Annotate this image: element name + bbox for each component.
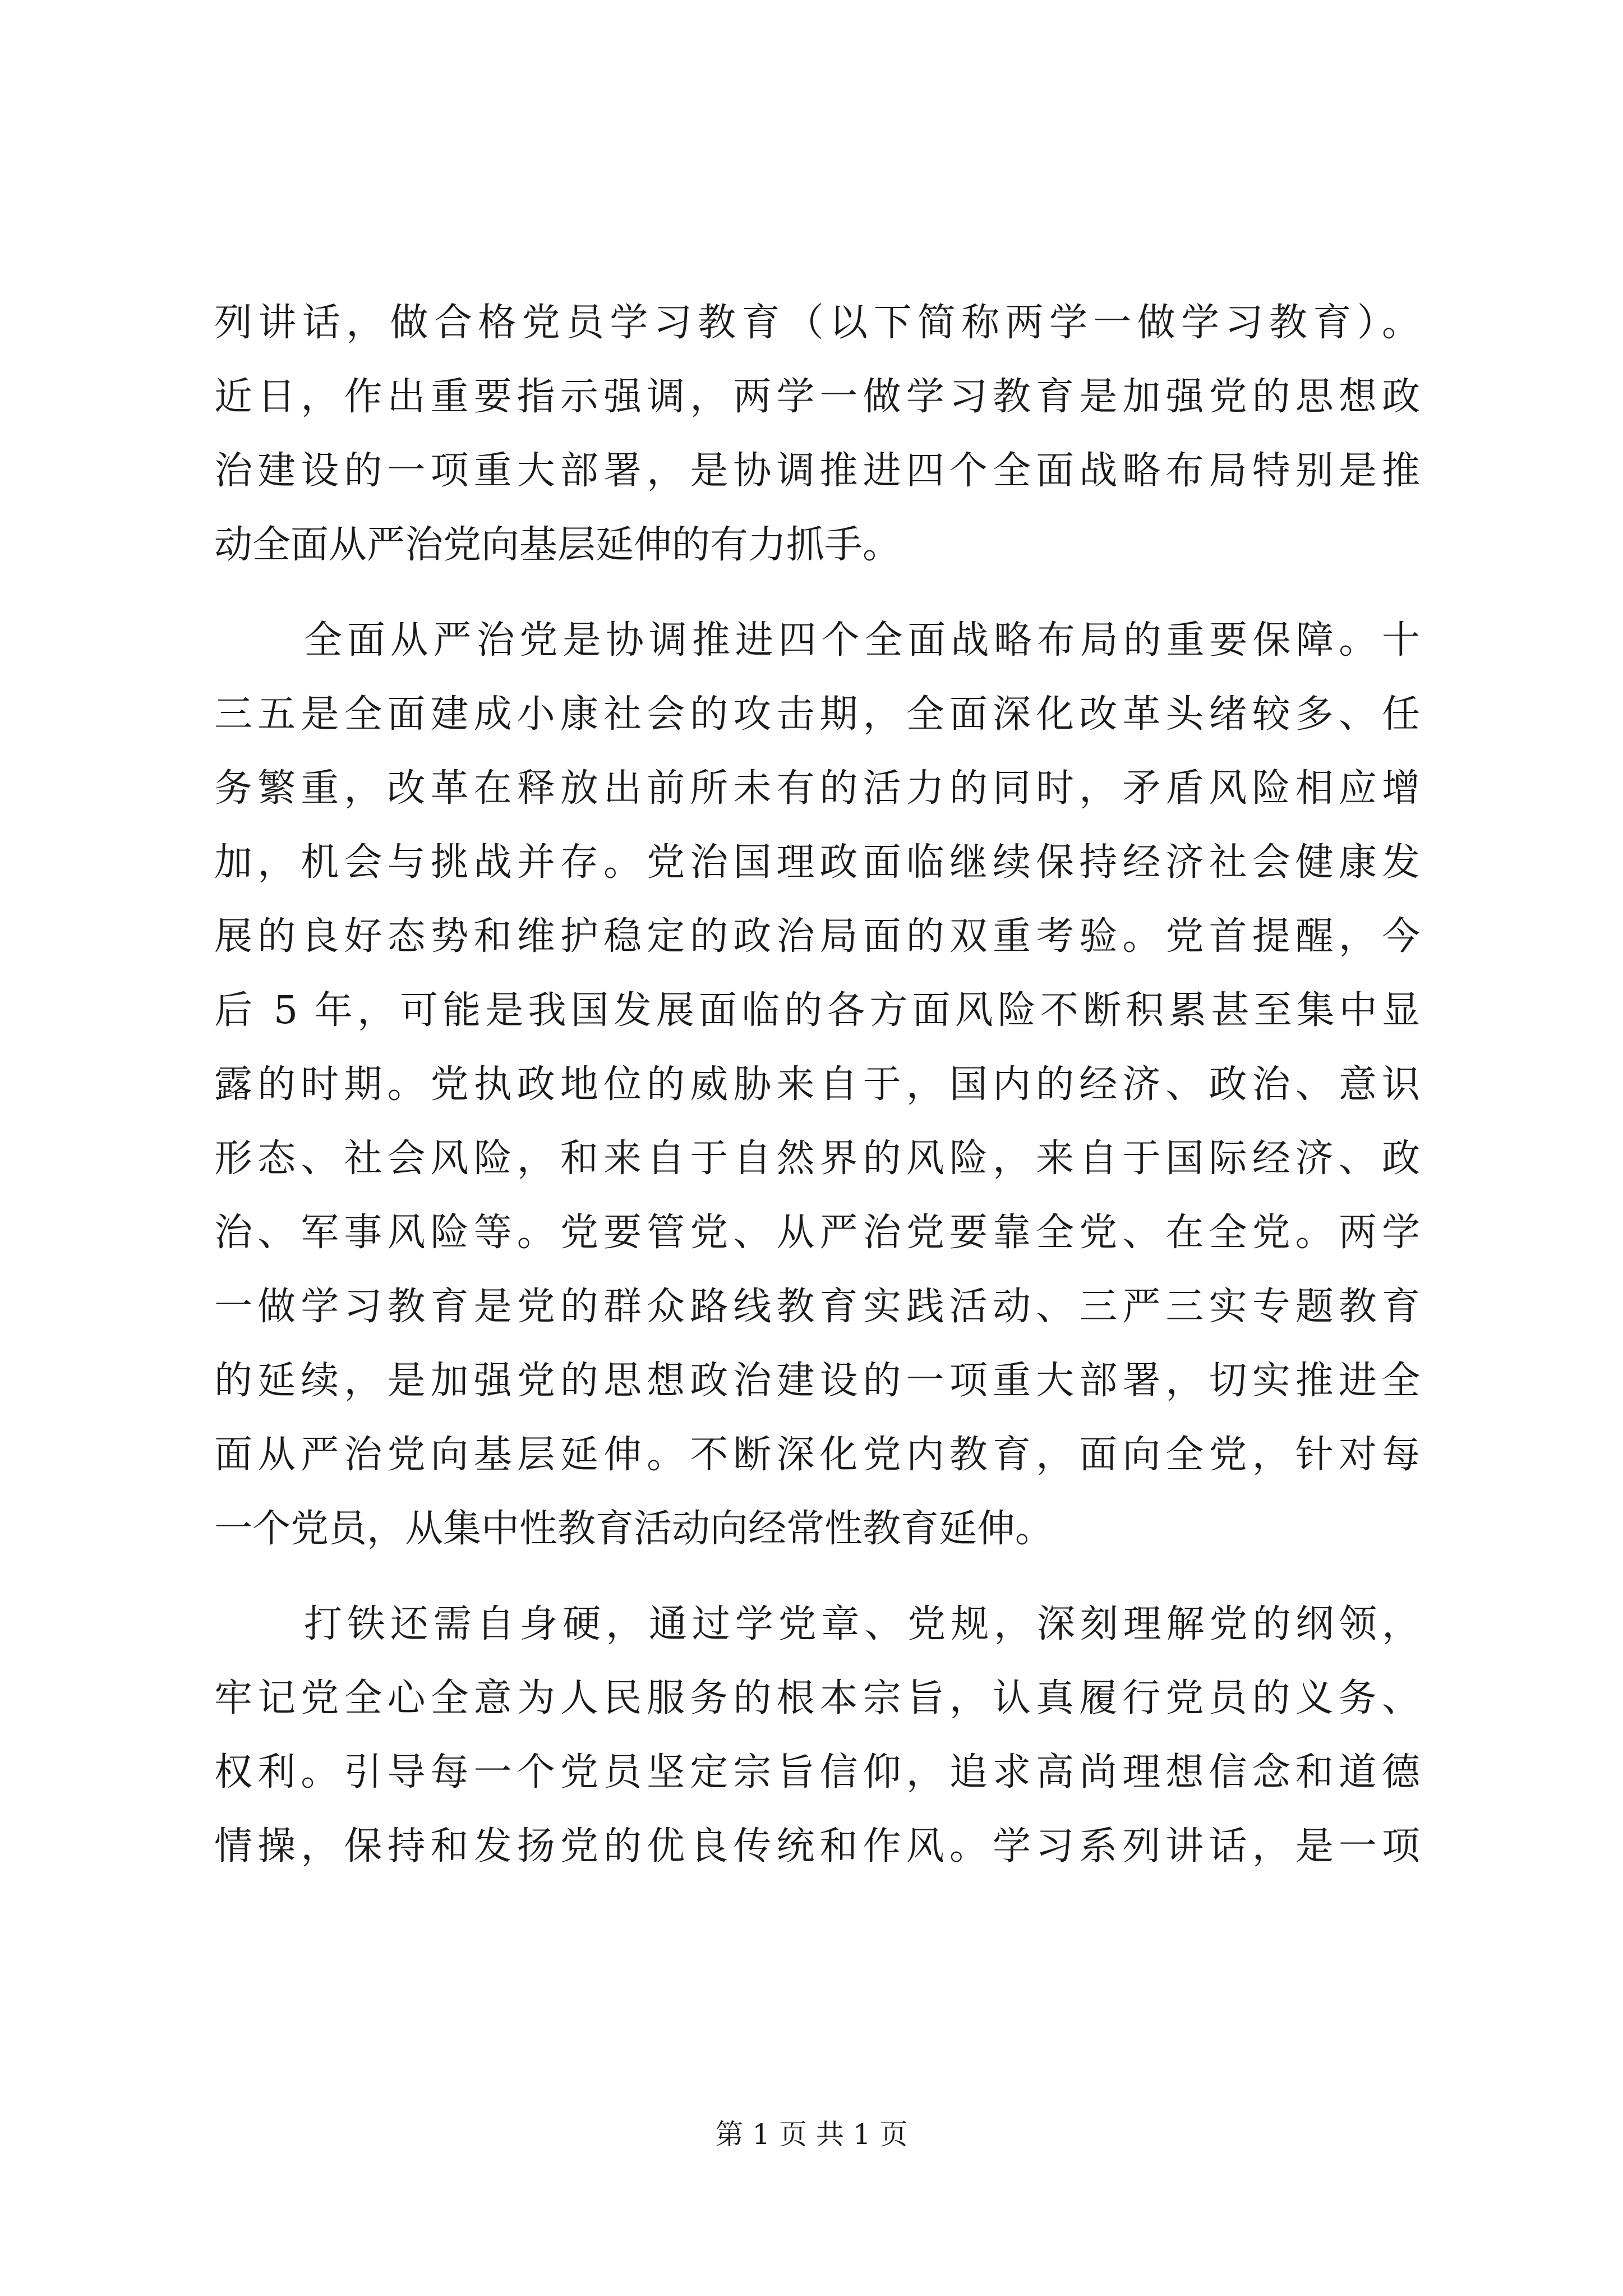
text-line: 权利。引导每一个党员坚定宗旨信仰，追求高尚理想信念和道德 [214,1750,1420,1795]
paragraph-1 [214,286,1420,582]
text-line: 的延续，是加强党的思想政治建设的一项重大部署，切实推进全 [214,1359,1420,1403]
paragraph-3 [214,1588,1420,1884]
text-line: 治、军事风险等。党要管党、从严治党要靠全党、在全党。两学 [214,1211,1420,1255]
text-line: 面从严治党向基层延伸。不断深化党内教育，面向全党，针对每 [214,1433,1420,1477]
text-line: 一个党员，从集中性教育活动向经常性教育延伸。 [214,1507,1054,1551]
text-line: 加，机会与挑战并存。党治国理政面临继续保持经济社会健康发 [214,840,1420,885]
text-line: 一做学习教育是党的群众路线教育实践活动、三严三实专题教育 [214,1285,1420,1329]
text-line: 情操，保持和发扬党的优良传统和作风。学习系列讲话，是一项 [214,1824,1420,1869]
text-line: 牢记党全心全意为人民服务的根本宗旨，认真履行党员的义务、 [214,1676,1420,1720]
text-line: 全面从严治党是协调推进四个全面战略布局的重要保障。十 [304,618,1420,662]
paragraph-2 [214,604,1420,1566]
text-line: 展的良好态势和维护稳定的政治局面的双重考验。党首提醒，今 [214,914,1420,959]
document-body [214,286,1420,1884]
page-number-footer: 第 1 页 共 1 页 [715,2118,908,2151]
text-line: 后 5 年，可能是我国发展面临的各方面风险不断积累甚至集中显 [214,988,1420,1033]
text-line: 务繁重，改革在释放出前所未有的活力的同时，矛盾风险相应增 [214,766,1420,811]
text-line: 近日，作出重要指示强调，两学一做学习教育是加强党的思想政 [214,375,1420,419]
text-line: 动全面从严治党向基层延伸的有力抓手。 [214,523,901,567]
text-line: 列讲话，做合格党员学习教育（以下简称两学一做学习教育）。 [214,301,1420,345]
text-line: 露的时期。党执政地位的威胁来自于，国内的经济、政治、意识 [214,1062,1420,1107]
text-line: 打铁还需自身硬，通过学党章、党规，深刻理解党的纲领， [304,1602,1420,1646]
text-line: 形态、社会风险，和来自于自然界的风险，来自于国际经济、政 [214,1137,1420,1181]
paragraph-gap [214,1566,1420,1588]
text-line: 治建设的一项重大部署，是协调推进四个全面战略布局特别是推 [214,449,1420,493]
paragraph-gap [214,582,1420,604]
text-line: 三五是全面建成小康社会的攻击期，全面深化改革头绪较多、任 [214,692,1420,737]
